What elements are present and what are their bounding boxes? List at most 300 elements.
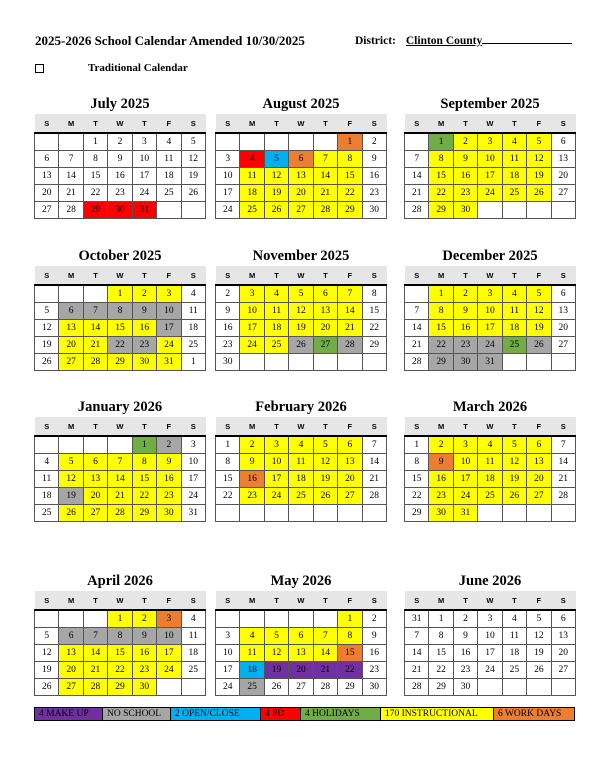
weekday-header: S — [551, 417, 575, 436]
day-cell: 26 — [35, 354, 59, 371]
month-title: January 2026 — [77, 399, 163, 415]
day-cell: 17 — [216, 185, 240, 202]
day-cell: 30 — [132, 679, 156, 696]
day-cell: 6 — [551, 133, 575, 151]
day-cell: 7 — [362, 436, 386, 454]
day-cell — [83, 285, 107, 303]
day-cell: 16 — [157, 471, 181, 488]
day-cell: 6 — [313, 285, 337, 303]
day-cell — [35, 610, 59, 628]
weekday-header: S — [35, 591, 59, 610]
day-cell: 7 — [59, 151, 83, 168]
day-cell: 4 — [35, 454, 59, 471]
district-field — [355, 34, 572, 47]
week-row — [35, 151, 206, 168]
weekday-header: T — [83, 591, 107, 610]
week-row — [405, 303, 576, 320]
day-cell: 19 — [527, 168, 551, 185]
day-cell — [289, 133, 313, 151]
weekday-header: F — [157, 266, 181, 285]
day-cell: 23 — [453, 662, 477, 679]
day-cell: 23 — [108, 185, 132, 202]
weekday-header: S — [362, 417, 386, 436]
week-row — [35, 488, 206, 505]
day-cell: 26 — [527, 337, 551, 354]
day-cell: 5 — [181, 133, 205, 151]
weekday-header: M — [240, 114, 264, 133]
day-cell: 4 — [289, 436, 313, 454]
day-cell: 5 — [59, 454, 83, 471]
day-cell: 14 — [313, 168, 337, 185]
day-cell: 16 — [108, 168, 132, 185]
day-cell — [478, 505, 502, 522]
day-cell: 3 — [478, 610, 502, 628]
day-cell: 29 — [362, 337, 386, 354]
week-row — [216, 610, 387, 628]
calendar-title: 2025-2026 School Calendar Amended 10/30/2025 — [35, 33, 305, 48]
month-grid — [404, 591, 576, 696]
day-cell: 10 — [157, 628, 181, 645]
week-row — [216, 202, 387, 219]
weekday-header: F — [527, 266, 551, 285]
week-row — [35, 202, 206, 219]
day-cell: 23 — [362, 185, 386, 202]
day-cell — [240, 610, 264, 628]
day-cell: 5 — [313, 436, 337, 454]
day-cell: 16 — [362, 168, 386, 185]
day-cell: 7 — [108, 454, 132, 471]
day-cell: 19 — [527, 320, 551, 337]
day-cell: 17 — [478, 645, 502, 662]
weekday-header: T — [313, 266, 337, 285]
day-cell: 9 — [453, 151, 477, 168]
day-cell: 13 — [551, 303, 575, 320]
day-cell: 21 — [59, 185, 83, 202]
day-cell — [35, 133, 59, 151]
day-cell: 4 — [502, 285, 526, 303]
day-cell: 22 — [338, 185, 362, 202]
day-cell: 9 — [453, 303, 477, 320]
day-cell — [264, 610, 288, 628]
day-cell: 22 — [429, 185, 453, 202]
day-cell: 15 — [362, 303, 386, 320]
day-cell: 11 — [502, 628, 526, 645]
weekday-header: T — [132, 591, 156, 610]
day-cell: 18 — [264, 320, 288, 337]
day-cell: 3 — [216, 151, 240, 168]
day-cell: 23 — [132, 337, 156, 354]
day-cell: 2 — [362, 610, 386, 628]
day-cell: 7 — [551, 436, 575, 454]
day-cell: 11 — [181, 303, 205, 320]
day-cell: 9 — [362, 628, 386, 645]
day-cell: 28 — [313, 202, 337, 219]
day-cell — [502, 354, 526, 371]
day-cell: 4 — [478, 436, 502, 454]
weekday-header: W — [289, 591, 313, 610]
day-cell: 12 — [59, 471, 83, 488]
day-cell: 28 — [551, 488, 575, 505]
day-cell: 7 — [405, 151, 429, 168]
day-cell: 12 — [313, 454, 337, 471]
day-cell: 15 — [338, 645, 362, 662]
weekday-header: S — [181, 417, 205, 436]
day-cell: 28 — [83, 679, 107, 696]
week-row — [216, 645, 387, 662]
day-cell: 21 — [83, 662, 107, 679]
legend-work-days: 6 WORK DAYS — [494, 708, 574, 720]
day-cell: 28 — [108, 505, 132, 522]
day-cell: 15 — [429, 168, 453, 185]
day-cell — [240, 354, 264, 371]
day-cell: 5 — [502, 436, 526, 454]
day-cell: 5 — [289, 285, 313, 303]
day-cell: 3 — [264, 436, 288, 454]
day-cell: 2 — [157, 436, 181, 454]
day-cell: 21 — [313, 662, 337, 679]
day-cell: 6 — [289, 628, 313, 645]
week-row — [35, 645, 206, 662]
week-row — [216, 337, 387, 354]
day-cell: 13 — [313, 303, 337, 320]
day-cell: 1 — [108, 610, 132, 628]
day-cell: 2 — [216, 285, 240, 303]
week-row — [405, 202, 576, 219]
month-november-2025 — [215, 247, 387, 371]
month-title: March 2026 — [452, 399, 528, 415]
month-grid — [404, 417, 576, 522]
day-cell: 25 — [289, 488, 313, 505]
month-grid — [34, 591, 206, 696]
day-cell: 1 — [429, 285, 453, 303]
day-cell — [157, 679, 181, 696]
month-title: July 2025 — [90, 96, 150, 112]
weekday-header: S — [181, 114, 205, 133]
day-cell: 1 — [108, 285, 132, 303]
weekday-header: T — [83, 266, 107, 285]
day-cell: 29 — [338, 679, 362, 696]
month-grid — [34, 417, 206, 522]
weekday-header: S — [405, 417, 429, 436]
day-cell: 14 — [108, 471, 132, 488]
day-cell: 13 — [527, 454, 551, 471]
day-cell: 14 — [83, 645, 107, 662]
day-cell: 27 — [289, 202, 313, 219]
day-cell: 25 — [478, 488, 502, 505]
day-cell: 23 — [453, 185, 477, 202]
day-cell: 19 — [313, 471, 337, 488]
day-cell: 5 — [35, 303, 59, 320]
legend-open-close: 2 OPEN/CLOSE — [171, 708, 261, 720]
month-grid — [34, 114, 206, 219]
day-cell: 29 — [429, 354, 453, 371]
day-cell: 11 — [289, 454, 313, 471]
weekday-header: S — [35, 114, 59, 133]
day-cell: 27 — [59, 679, 83, 696]
day-cell: 14 — [405, 320, 429, 337]
day-cell: 21 — [551, 471, 575, 488]
day-cell: 8 — [216, 454, 240, 471]
day-cell: 12 — [264, 645, 288, 662]
day-cell: 30 — [362, 202, 386, 219]
day-cell: 18 — [502, 320, 526, 337]
day-cell: 29 — [132, 505, 156, 522]
day-cell: 29 — [108, 354, 132, 371]
week-row — [405, 185, 576, 202]
day-cell — [240, 133, 264, 151]
week-row — [35, 185, 206, 202]
weekday-header: T — [502, 591, 526, 610]
day-cell: 15 — [108, 320, 132, 337]
weekday-header: F — [338, 114, 362, 133]
day-cell: 13 — [35, 168, 59, 185]
weekday-header: W — [478, 591, 502, 610]
day-cell: 7 — [405, 628, 429, 645]
day-cell: 24 — [181, 488, 205, 505]
day-cell: 2 — [362, 133, 386, 151]
weekday-header: S — [216, 266, 240, 285]
day-cell: 6 — [289, 151, 313, 168]
day-cell: 19 — [527, 645, 551, 662]
day-cell: 19 — [264, 185, 288, 202]
day-cell: 17 — [181, 471, 205, 488]
legend-make-up: 4 MAKE UP — [35, 708, 103, 720]
weekday-header: W — [108, 591, 132, 610]
day-cell: 12 — [35, 320, 59, 337]
day-cell: 22 — [405, 488, 429, 505]
day-cell — [108, 436, 132, 454]
weekday-header: S — [551, 591, 575, 610]
month-january-2026 — [34, 398, 206, 522]
day-cell: 6 — [338, 436, 362, 454]
day-cell: 25 — [264, 337, 288, 354]
day-cell: 26 — [181, 185, 205, 202]
day-cell: 23 — [453, 337, 477, 354]
weekday-header: T — [264, 591, 288, 610]
day-cell: 11 — [157, 151, 181, 168]
day-cell: 22 — [108, 662, 132, 679]
month-title: September 2025 — [440, 96, 540, 112]
day-cell: 28 — [405, 354, 429, 371]
weekday-header: T — [264, 114, 288, 133]
day-cell: 25 — [181, 337, 205, 354]
day-cell: 13 — [59, 645, 83, 662]
day-cell — [405, 285, 429, 303]
day-cell: 6 — [551, 285, 575, 303]
day-cell: 9 — [132, 628, 156, 645]
week-row — [405, 285, 576, 303]
day-cell: 12 — [181, 151, 205, 168]
day-cell: 6 — [59, 628, 83, 645]
day-cell — [313, 610, 337, 628]
day-cell: 30 — [453, 354, 477, 371]
day-cell — [240, 505, 264, 522]
day-cell: 20 — [59, 337, 83, 354]
day-cell: 1 — [216, 436, 240, 454]
weekday-header: F — [157, 417, 181, 436]
day-cell: 6 — [527, 436, 551, 454]
day-cell: 15 — [216, 471, 240, 488]
day-cell: 23 — [240, 488, 264, 505]
day-cell: 13 — [551, 628, 575, 645]
weekday-header: S — [551, 266, 575, 285]
week-row — [216, 354, 387, 371]
day-cell — [264, 354, 288, 371]
day-cell: 17 — [132, 168, 156, 185]
day-cell: 13 — [289, 645, 313, 662]
day-cell — [216, 610, 240, 628]
day-cell: 12 — [527, 303, 551, 320]
day-cell: 14 — [313, 645, 337, 662]
weekday-header: M — [429, 114, 453, 133]
week-row — [405, 505, 576, 522]
weekday-header: S — [405, 591, 429, 610]
day-cell: 1 — [83, 133, 107, 151]
day-cell: 17 — [240, 320, 264, 337]
day-cell: 16 — [453, 645, 477, 662]
day-cell: 10 — [216, 168, 240, 185]
day-cell: 18 — [35, 488, 59, 505]
week-row — [35, 628, 206, 645]
day-cell: 10 — [157, 303, 181, 320]
day-cell — [181, 679, 205, 696]
weekday-header: T — [83, 417, 107, 436]
day-cell: 18 — [181, 645, 205, 662]
day-cell: 4 — [181, 610, 205, 628]
weekday-header: M — [59, 266, 83, 285]
weekday-header: F — [338, 591, 362, 610]
day-cell: 23 — [216, 337, 240, 354]
day-cell: 11 — [502, 151, 526, 168]
day-cell: 12 — [35, 645, 59, 662]
week-row — [35, 320, 206, 337]
day-cell: 26 — [35, 679, 59, 696]
week-row — [35, 610, 206, 628]
day-cell: 17 — [478, 168, 502, 185]
month-title: October 2025 — [78, 248, 162, 264]
month-title: August 2025 — [262, 96, 340, 112]
day-cell: 20 — [551, 168, 575, 185]
weekday-header: W — [108, 417, 132, 436]
day-cell: 18 — [502, 645, 526, 662]
month-grid — [404, 114, 576, 219]
day-cell: 4 — [181, 285, 205, 303]
week-row — [35, 662, 206, 679]
day-cell: 20 — [289, 662, 313, 679]
day-cell: 28 — [59, 202, 83, 219]
day-cell: 26 — [59, 505, 83, 522]
month-june-2026 — [404, 572, 576, 696]
month-grid — [215, 591, 387, 696]
day-cell: 28 — [338, 337, 362, 354]
day-cell: 9 — [362, 151, 386, 168]
week-row — [216, 285, 387, 303]
day-cell: 17 — [216, 662, 240, 679]
day-cell: 31 — [181, 505, 205, 522]
day-cell: 7 — [405, 303, 429, 320]
week-row — [35, 354, 206, 371]
day-cell: 15 — [429, 320, 453, 337]
weekday-header: F — [338, 417, 362, 436]
weekday-header: S — [181, 266, 205, 285]
day-cell: 16 — [216, 320, 240, 337]
weekday-header: W — [478, 114, 502, 133]
day-cell: 2 — [132, 285, 156, 303]
week-row — [405, 610, 576, 628]
week-row — [405, 488, 576, 505]
day-cell: 14 — [405, 168, 429, 185]
day-cell: 24 — [264, 488, 288, 505]
day-cell: 27 — [289, 679, 313, 696]
day-cell: 1 — [338, 610, 362, 628]
day-cell: 28 — [405, 679, 429, 696]
day-cell: 21 — [108, 488, 132, 505]
day-cell — [551, 505, 575, 522]
day-cell: 7 — [338, 285, 362, 303]
day-cell: 27 — [551, 185, 575, 202]
day-cell: 4 — [264, 285, 288, 303]
day-cell: 3 — [181, 436, 205, 454]
day-cell — [59, 436, 83, 454]
day-cell: 27 — [313, 337, 337, 354]
day-cell: 8 — [108, 628, 132, 645]
week-row — [405, 662, 576, 679]
month-march-2026 — [404, 398, 576, 522]
week-row — [216, 303, 387, 320]
day-cell: 28 — [362, 488, 386, 505]
day-cell: 17 — [264, 471, 288, 488]
day-cell — [216, 505, 240, 522]
day-cell: 18 — [240, 662, 264, 679]
day-cell: 25 — [502, 337, 526, 354]
day-cell: 1 — [405, 436, 429, 454]
day-cell: 10 — [216, 645, 240, 662]
day-cell: 30 — [108, 202, 132, 219]
day-cell: 30 — [216, 354, 240, 371]
week-row — [405, 436, 576, 454]
day-cell: 22 — [216, 488, 240, 505]
weekday-header: S — [362, 114, 386, 133]
day-cell: 16 — [453, 320, 477, 337]
weekday-header: S — [35, 417, 59, 436]
day-cell: 31 — [478, 354, 502, 371]
day-cell: 1 — [338, 133, 362, 151]
month-april-2026 — [34, 572, 206, 696]
legend-holidays: 4 HOLIDAYS — [301, 708, 381, 720]
weekday-header: S — [362, 266, 386, 285]
weekday-header: T — [83, 114, 107, 133]
day-cell: 9 — [216, 303, 240, 320]
day-cell: 12 — [527, 628, 551, 645]
week-row — [216, 185, 387, 202]
day-cell: 30 — [429, 505, 453, 522]
day-cell: 9 — [157, 454, 181, 471]
day-cell: 29 — [405, 505, 429, 522]
day-cell: 8 — [429, 628, 453, 645]
month-grid — [215, 417, 387, 522]
day-cell: 24 — [453, 488, 477, 505]
day-cell — [502, 679, 526, 696]
week-row — [35, 679, 206, 696]
month-title: May 2026 — [270, 573, 332, 589]
day-cell: 21 — [83, 337, 107, 354]
day-cell: 24 — [478, 337, 502, 354]
district-underline — [482, 34, 572, 44]
day-cell: 15 — [108, 645, 132, 662]
day-cell: 15 — [83, 168, 107, 185]
week-row — [405, 645, 576, 662]
calendar-type-checkbox[interactable] — [35, 64, 44, 73]
